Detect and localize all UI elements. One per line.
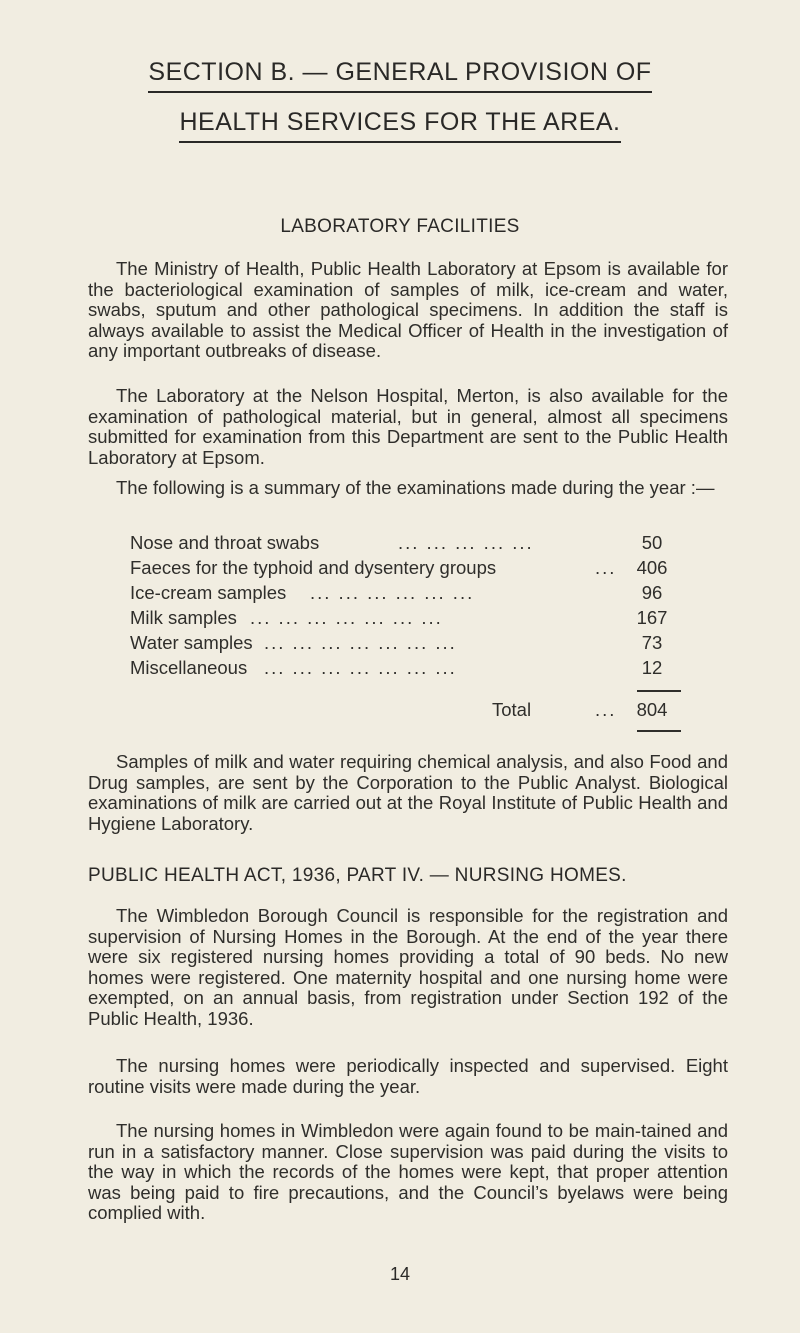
row-leader-dots: ... ... ... ... ... ...	[310, 582, 475, 603]
row-leader-dots: ...	[595, 557, 617, 578]
nursing-paragraph-2: The nursing homes were periodically inspected and supervised. Eight routine visits were made during the year.	[88, 1055, 728, 1097]
row-leader-dots: ... ... ... ... ...	[398, 532, 534, 553]
section-title-line2: HEALTH SERVICES FOR THE AREA.	[0, 108, 800, 143]
row-value: 12	[641, 657, 663, 678]
table-total-row	[130, 698, 682, 721]
row-label: Nose and throat swabs	[130, 532, 320, 553]
page-number: 14	[389, 1264, 411, 1284]
lab-paragraph-4: Samples of milk and water requiring chemical analysis, and also Food and Drug samples, are sent by the Corporation to the Public Analyst. Biological examinations of milk are carried out at the Royal Institute of Public Health and Hygiene Laboratory.	[88, 751, 728, 834]
row-value: 406	[636, 557, 668, 578]
row-label: Ice-cream samples	[130, 582, 287, 603]
lab-paragraph-2: The Laboratory at the Nelson Hospital, Merton, is also available for the examination of pathological material, but in general, almost all specimens submitted for examination from this Department are sent to the Public Health Laboratory at Epsom.	[88, 385, 728, 468]
table-row	[130, 606, 682, 629]
total-rule-top	[637, 690, 681, 692]
total-label: Total	[492, 699, 532, 720]
row-label: Miscellaneous	[130, 657, 248, 678]
lab-paragraph-3: The following is a summary of the examinations made during the year :—	[116, 477, 715, 498]
row-label: Faeces for the typhoid and dysentery groups	[130, 557, 497, 578]
table-row	[130, 631, 682, 654]
nursing-paragraph-1: The Wimbledon Borough Council is responsible for the registration and supervision of Nursing Homes in the Borough. At the end of the year there were six registered nursing homes providing a total of 90 beds. No new homes were registered. One maternity hospital and one nursing home were exempted, on an annual basis, from registration under Section 192 of the Public Health, 1936.	[88, 905, 728, 1029]
row-value: 73	[641, 632, 663, 653]
total-rule-bottom	[637, 730, 681, 732]
lab-paragraph-1: The Ministry of Health, Public Health Laboratory at Epsom is available for the bacteriological examination of samples of milk, ice-cream and water, swabs, sputum and other pathological specimens. In addition the staff is always available to assist the Medical Officer of Health in the investigation of any important outbreaks of disease.	[88, 258, 728, 361]
table-row	[130, 656, 682, 679]
nursing-homes-heading: PUBLIC HEALTH ACT, 1936, PART IV. — NURSING HOMES.	[88, 865, 627, 886]
total-leader-dots: ...	[595, 699, 617, 720]
row-value: 167	[636, 607, 668, 628]
row-label: Milk samples	[130, 607, 237, 628]
laboratory-heading: LABORATORY FACILITIES	[280, 216, 520, 237]
row-leader-dots: ... ... ... ... ... ... ...	[264, 632, 457, 653]
row-label: Water samples	[130, 632, 253, 653]
row-value: 96	[641, 582, 663, 603]
section-title-line1: SECTION B. — GENERAL PROVISION OF	[0, 58, 800, 93]
row-value: 50	[641, 532, 663, 553]
total-value: 804	[636, 699, 668, 720]
row-leader-dots: ... ... ... ... ... ... ...	[264, 657, 457, 678]
table-row	[130, 531, 682, 554]
nursing-paragraph-3: The nursing homes in Wimbledon were again found to be main-tained and run in a satisfactory manner. Close supervision was paid during the visits to the way in which the records of the homes were kept, that proper attention was being paid to fire precautions, and the Council’s byelaws were being complied with.	[88, 1120, 728, 1223]
row-leader-dots: ... ... ... ... ... ... ...	[250, 607, 443, 628]
table-row	[130, 581, 682, 604]
table-row	[130, 556, 682, 579]
